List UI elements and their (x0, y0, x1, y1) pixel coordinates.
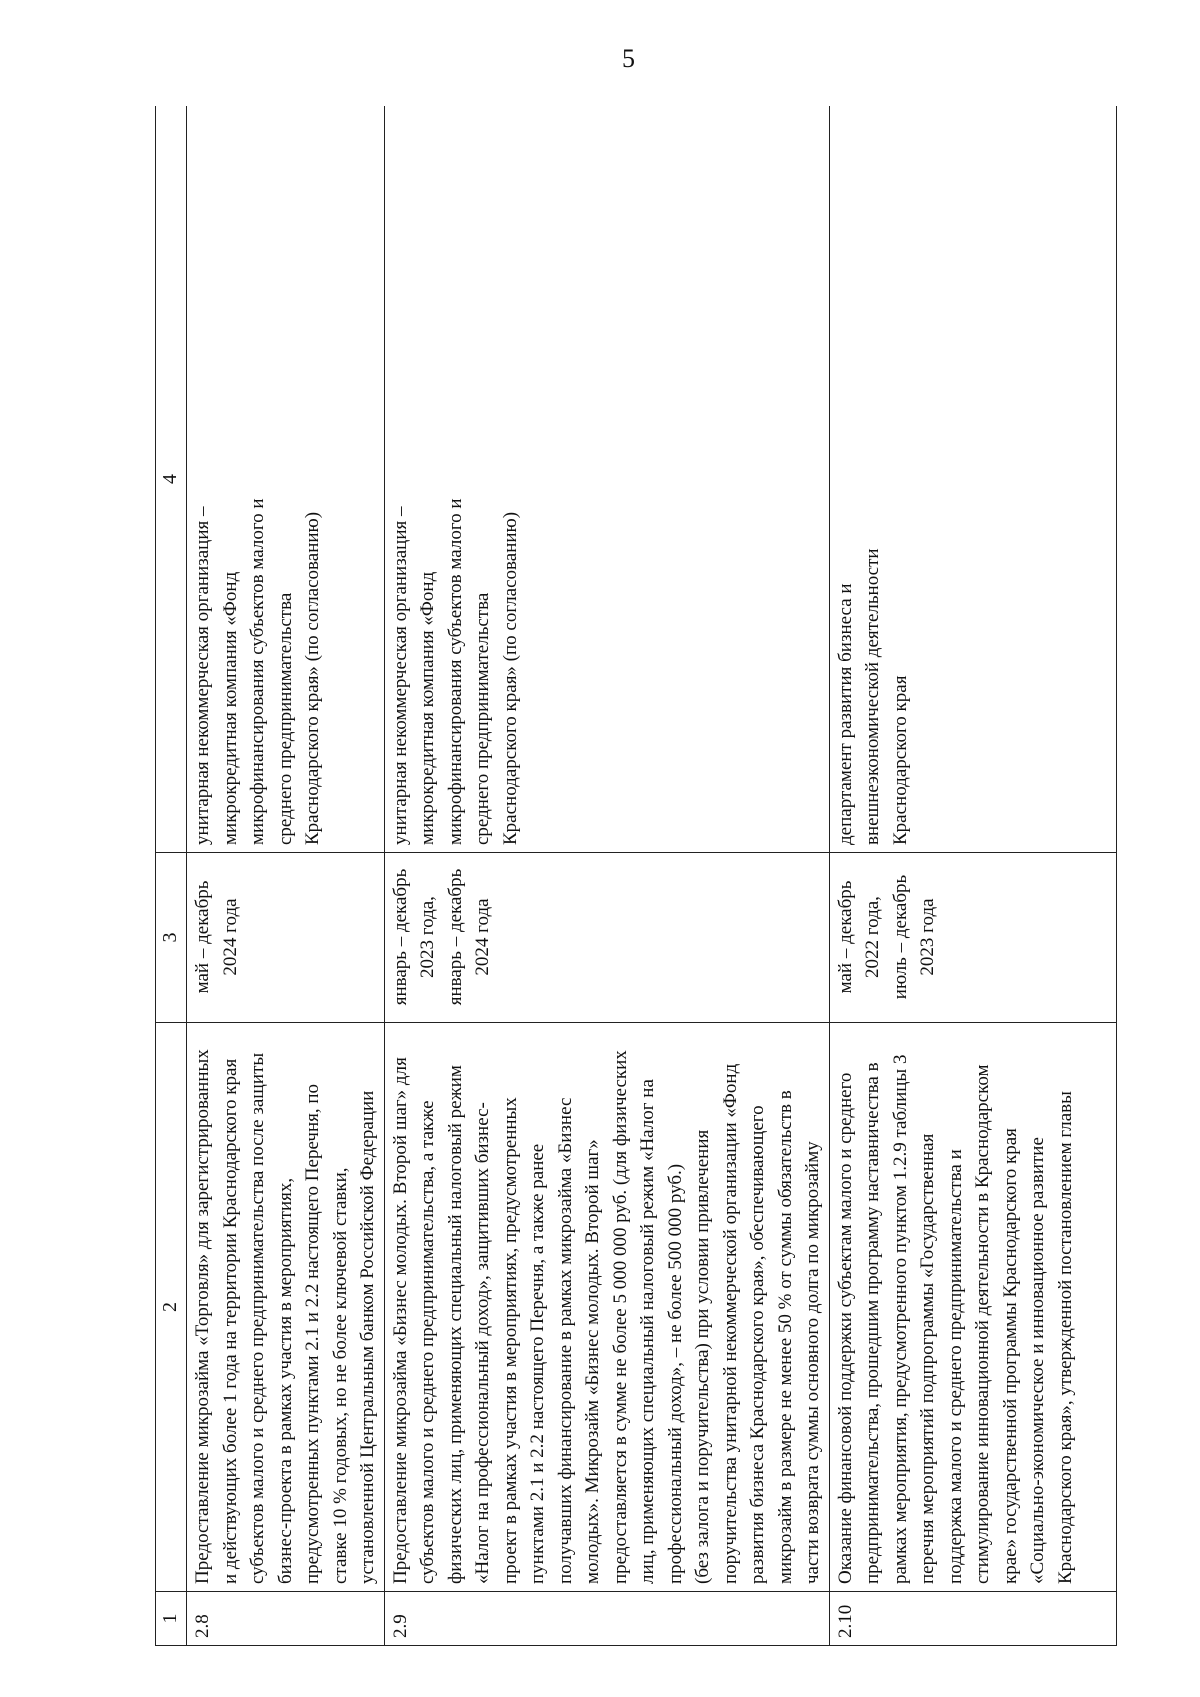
row-description: Предоставление микрозайма «Бизнес молодых. Второй шаг» для субъектов малого и среднего предпринимательства, а также физических лиц, применяющих специальный налоговый режим «Налог на профессиональный доход», защитивших бизнес- проект в рамках участия в мероприятиях, предусмотренных пунктами 2.1 и 2.2 настоящего Перечня, а также ранее получавших финансирование в рамках микрозайма «Бизнес молодых». Микрозайм «Бизнес молодых. Второй шаг» предоставляется в сумме не более 5 000 000 руб. (для физических лиц, применяющих специальный налоговый режим «Налог на профессиональный доход», – не более 500 000 руб.) (без залога и поручительства) при условии привлечения поручительства унитарной некоммерческой организации «Фонд развития бизнеса Краснодарского края», обеспечивающего микрозайм в размере не менее 50 % от суммы обязательств в части возврата суммы основного долга по микрозайму (384, 1023, 829, 1592)
row-period: январь – декабрь 2023 года, январь – декабрь 2024 года (384, 853, 829, 1023)
row-description: Предоставление микрозайма «Торговля» для зарегистрированных и действующих более 1 года на территории Краснодарского края субъектов малого и среднего предпринимательства после защиты бизнес-проекта в рамках участия в мероприятиях, предусмотренных пунктами 2.1 и 2.2 настоящего Перечня, по ставке 10 % годовых, но не более ключевой ставки, установленной Центральным банком Российской Федерации (187, 1023, 385, 1592)
row-period: май – декабрь 2024 года (187, 853, 385, 1023)
row-period: май – декабрь 2022 года, июль – декабрь 2023 года (829, 853, 1117, 1023)
header-col-2: 2 (156, 1023, 187, 1592)
row-executor: унитарная некоммерческая организация – микрокредитная компания «Фонд микрофинансирования субъектов малого и среднего предпринимательства Краснодарского края» (по согласованию) (187, 106, 385, 853)
table-row (187, 106, 385, 1646)
measures-table (155, 106, 1117, 1646)
header-col-3: 3 (156, 853, 187, 1023)
table-row (829, 106, 1117, 1646)
header-col-1: 1 (156, 1592, 187, 1646)
table-header-row (156, 106, 187, 1646)
row-number: 2.9 (384, 1592, 829, 1646)
table-container (155, 106, 1117, 1646)
rotated-sheet (155, 106, 1117, 1646)
page-number: 5 (622, 44, 635, 73)
row-number: 2.10 (829, 1592, 1117, 1646)
row-number: 2.8 (187, 1592, 385, 1646)
row-description: Оказание финансовой поддержки субъектам малого и среднего предпринимательства, прошедшим программу наставничества в рамках мероприятия, предусмотренного пунктом 1.2.9 таблицы 3 перечня мероприятий подпрограммы «Государственная поддержка малого и среднего предпринимательства и стимулирование инновационной деятельности в Краснодарском крае» государственной программы Краснодарского края «Социально-экономическое и инновационное развитие Краснодарского края», утвержденной постановлением главы (829, 1023, 1117, 1592)
row-executor: департамент развития бизнеса и внешнеэкономической деятельности Краснодарского края (829, 106, 1117, 853)
row-executor: унитарная некоммерческая организация – микрокредитная компания «Фонд микрофинансирования субъектов малого и среднего предпринимательства Краснодарского края» (по согласованию) (384, 106, 829, 853)
header-col-4: 4 (156, 106, 187, 853)
table-row (384, 106, 829, 1646)
